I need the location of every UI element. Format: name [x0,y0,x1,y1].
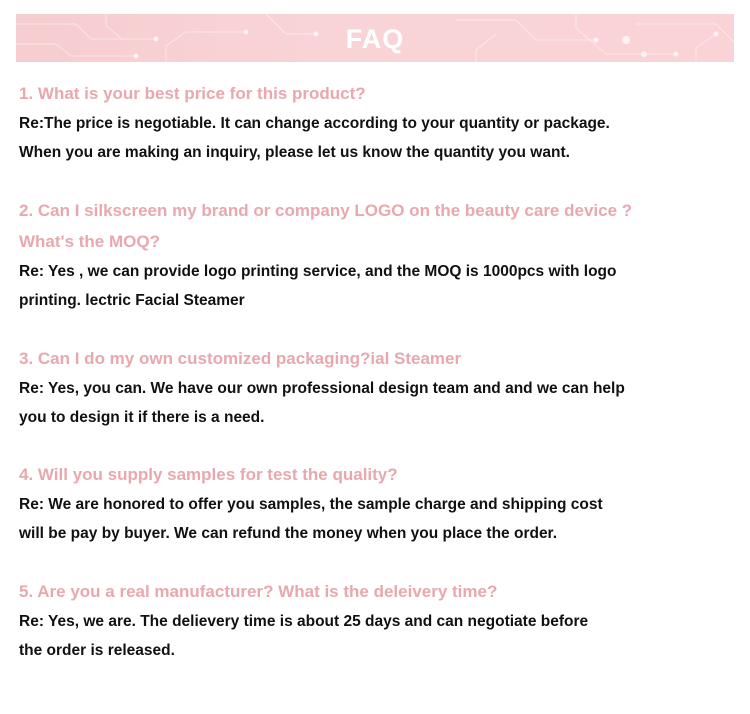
faq-item-4 [19,459,734,548]
faq-answer-line: Re: Yes , we can provide logo printing service, and the MOQ is 1000pcs with logo [19,263,617,280]
faq-banner [16,14,734,62]
faq-question: 4. Will you supply samples for test the quality? [19,465,398,484]
faq-question: What's the MOQ? [19,232,160,251]
faq-question: 3. Can I do my own customized packaging?ial Steamer [19,349,462,368]
faq-item-3 [19,343,734,432]
faq-item-2 [19,195,734,315]
page-title: FAQ [345,24,405,54]
faq-answer-line: printing. lectric Facial Steamer [19,292,245,309]
faq-answer-line: When you are making an inquiry, please let us know the quantity you want. [19,144,570,161]
faq-answer-line: you to design it if there is a need. [19,409,265,426]
faq-question: 2. Can I silkscreen my brand or company LOGO on the beauty care device ? [19,201,633,220]
faq-item-1 [19,78,734,167]
faq-answer-line: the order is released. [19,642,175,659]
faq-answer-line: Re: Yes, we are. The delievery time is about 25 days and can negotiate before [19,613,589,630]
faq-answer-line: Re:The price is negotiable. It can change according to your quantity or package. [19,115,610,132]
faq-answer-line: will be pay by buyer. We can refund the money when you place the order. [19,525,558,542]
faq-answer-line: Re: Yes, you can. We have our own professional design team and and we can help [19,380,625,397]
faq-question: 1. What is your best price for this product? [19,84,366,103]
faq-answer-line: Re: We are honored to offer you samples, the sample charge and shipping cost [19,496,603,513]
faq-question: 5. Are you a real manufacturer? What is the deleivery time? [19,582,498,601]
faq-item-5 [19,576,734,665]
